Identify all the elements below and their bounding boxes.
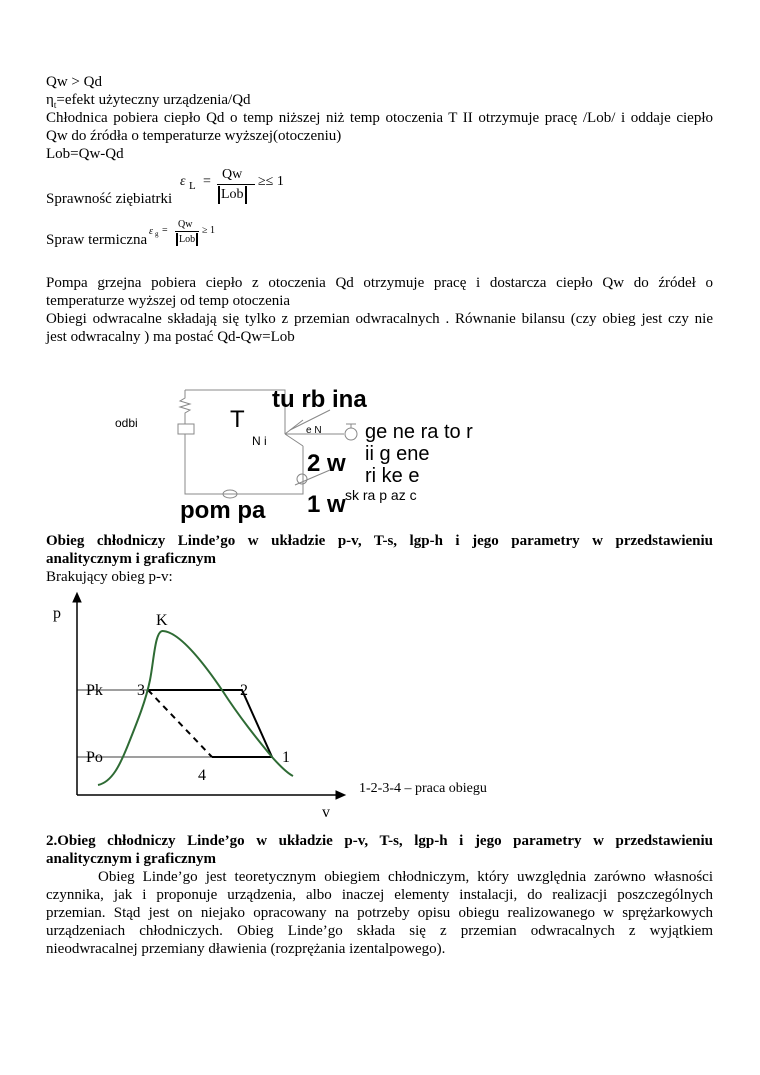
pk-label: Pk [86, 682, 103, 699]
point-label: 2 [240, 682, 248, 699]
numerator: Qw [222, 167, 243, 182]
text-line: Lob=Qw-Qd [46, 146, 124, 162]
scheme-label: N i [252, 434, 267, 448]
equals: = [203, 174, 211, 189]
scheme-label: 1 w [307, 491, 346, 518]
section-heading: analitycznym i graficznym [46, 851, 216, 867]
eta-sub: t [53, 100, 57, 110]
paragraph-line: urządzeniach chłodniczych. Obieg Linde’go składa się z przemian odwracalnych z wyjątkiem [46, 923, 713, 939]
paragraph-line: czynnika, jak i proponuje urządzenia, albo inaczej elementy instalacji, do realizacji poszczególnych [46, 887, 713, 903]
paragraph-line: Obieg Linde’go jest teoretycznym obiegiem chłodniczym, który uwzględnia zarówno własności [98, 869, 713, 885]
epsilon-sub: g [155, 230, 159, 238]
throttling-line [148, 690, 212, 757]
scheme-label: ii g ene [365, 443, 430, 465]
text-line: Qw > Qd [46, 74, 102, 90]
cycle-path [148, 690, 272, 757]
po-label: Po [86, 749, 103, 766]
epsilon: ε [149, 226, 153, 237]
denominator: Lob [176, 233, 198, 246]
x-axis-label: v [322, 804, 330, 821]
formula-2-label: Spraw termiczna [46, 232, 148, 248]
scheme-label: e N [306, 425, 322, 436]
scheme-label: odbi [115, 416, 138, 430]
paragraph-line: przemian. Stąd jest on niejako opracowany na potrzeby opisu obiegu realizowanego w sprężarkowych [46, 905, 713, 921]
subtitle: Brakujący obieg p-v: [46, 569, 173, 585]
chart-caption: 1-2-3-4 – praca obiegu [359, 781, 487, 796]
text-line: jest odwracalny ) ma postać Qd-Qw=Lob [46, 329, 295, 345]
numerator: Qw [178, 219, 193, 230]
epsilon: ε [180, 174, 186, 189]
section-heading: 2.Obieg chłodniczy Linde’go w układzie p-v, T-s, lgp-h i jego parametry w przedstawieniu [46, 833, 713, 849]
point-label: 3 [137, 682, 145, 699]
scheme-label: sk ra p az c [345, 487, 417, 503]
equals: = [162, 225, 168, 236]
text-line: Chłodnica pobiera ciepło Qd o temp niższej niż temp otoczenia T II otrzymuje pracę /Lob/ i oddaje ciepło [46, 110, 713, 126]
scheme-label: tu rb ina [272, 386, 367, 413]
section-heading: analitycznym i graficznym [46, 551, 216, 567]
y-axis-label: p [53, 605, 61, 622]
paragraph-line: nieodwracalnej przemiany dławienia (rozprężania izentalpowego). [46, 941, 446, 957]
x-axis-arrow [336, 791, 345, 799]
text-line: temperaturze wyższej od temp otoczenia [46, 293, 291, 309]
scheme-label: ge ne ra to r [365, 421, 473, 443]
point-label: 4 [198, 767, 206, 784]
point-label: 1 [282, 749, 290, 766]
relation: ≥ 1 [202, 225, 215, 236]
eta-text: =efekt użyteczny urządzenia/Qd [56, 92, 251, 108]
text-line: Pompa grzejna pobiera ciepło z otoczenia Qd otrzymuje pracę i dostarcza ciepło Qw do źródeł o [46, 275, 713, 291]
scheme-label: T [230, 406, 245, 433]
relation: ≥≤ 1 [258, 174, 284, 189]
critical-point-label: K [156, 612, 168, 629]
text-line: Obiegi odwracalne składają się tylko z przemian odwracalnych . Równanie bilansu (czy obieg jest czy nie [46, 311, 713, 327]
scheme-label: 2 w [307, 450, 346, 477]
y-axis-arrow [73, 593, 81, 602]
text-line: Qw do źródła o temperaturze wyższej(otoczeniu) [46, 128, 342, 144]
formula-1-label: Sprawność ziębiatrki [46, 191, 173, 207]
section-heading: Obieg chłodniczy Linde’go w układzie p-v, T-s, lgp-h i jego parametry w przedstawieniu [46, 533, 713, 549]
scheme-label: ri ke e [365, 465, 420, 487]
epsilon-sub: L [189, 180, 196, 192]
scheme-label: pom pa [180, 497, 266, 524]
denominator: Lob [218, 186, 247, 204]
eta-symbol: η [46, 92, 54, 108]
saturation-curve [98, 631, 293, 785]
